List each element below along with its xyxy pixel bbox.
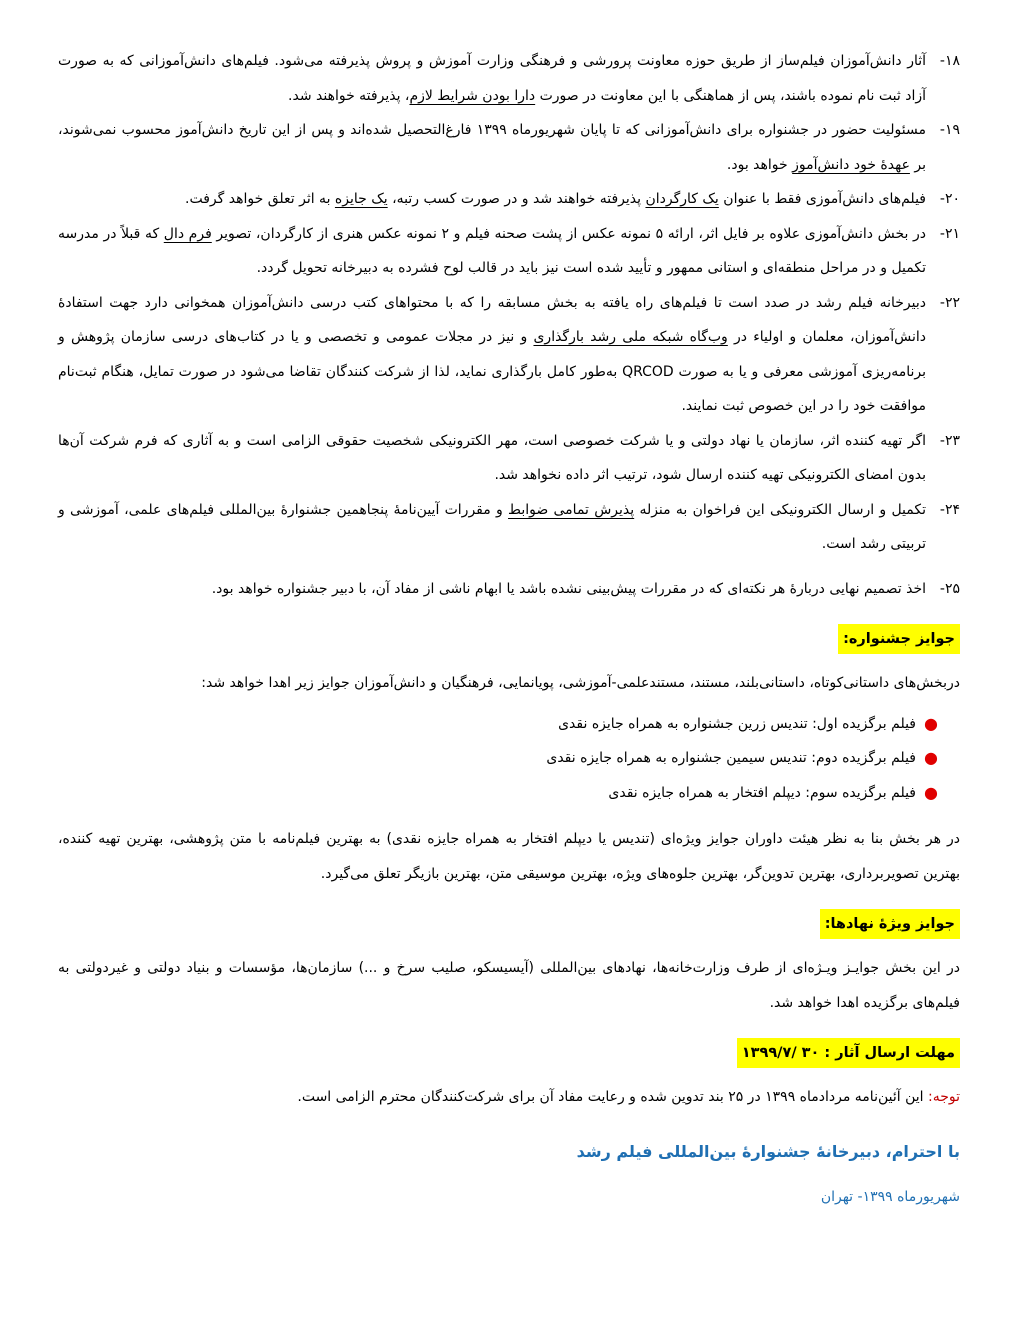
rule-text (58, 122, 926, 173)
institutional-section (58, 909, 960, 939)
text-run: فیلم‌های دانش‌آموزی فقط با عنوان (718, 191, 926, 207)
rule-text (58, 502, 926, 553)
text-run: و مقررات آیین‌نامهٔ پنجاهمین جشنوارهٔ بین‌المللی فیلم‌های علمی، آموزشی و تربیتی رشد است. (58, 501, 926, 552)
underlined-phrase: یک جایزه (334, 191, 388, 207)
text-run: و نیز در مجلات عمومی و تخصصی و یا در کتاب‌های درسی سازمان پژوهش و برنامه‌ریزی آموزشی معرفی و یا به صورت QRCOD به‌طور کامل بارگذاری نماید، لذا از شرکت کنندگان تقاضا می‌شود در صورت تمایل، هنگام ثبت‌نام موافقت خود را در این خصوص ثبت نمایند. (58, 329, 926, 414)
note-text: این آئین‌نامه مردادماه ۱۳۹۹ در ۲۵ بند تدوین شده و رعایت مفاد آن برای شرکت‌کنندگان محترم الزامی است. (297, 1089, 928, 1105)
rule-text (58, 295, 926, 415)
dateline: شهریورماه ۱۳۹۹- تهران (820, 1188, 960, 1205)
rule-item (58, 44, 960, 113)
text-run: مسئولیت حضور در جشنواره برای دانش‌آموزانی که تا پایان شهریورماه ۱۳۹۹ فارغ‌التحصیل شده‌اند و پس از این تاریخ دانش‌آموز محسوب نمی‌شوند، بر (58, 122, 926, 173)
rule-number: ۲۵- (939, 580, 960, 597)
awards-heading: جوایز جشنواره: (838, 624, 960, 654)
rule-number: ۲۲- (939, 294, 960, 311)
text-run: به اثر تعلق خواهد گرفت. (185, 191, 335, 207)
bullet-icon: ● (924, 748, 938, 767)
rule-text (185, 191, 926, 207)
text-run: تکمیل و ارسال الکترونیکی این فراخوان به منزله (634, 501, 926, 518)
list-item: ● فیلم برگزیده دوم: تندیس سیمین جشنواره به همراه جایزه نقدی (58, 741, 938, 776)
rule-text (212, 581, 926, 597)
rule-item (58, 424, 960, 493)
note-paragraph (58, 1080, 960, 1115)
rule-text (58, 53, 926, 104)
signoff: با احترام، دبیرخانهٔ جشنوارهٔ بین‌المللی فیلم رشد (576, 1141, 960, 1161)
underlined-phrase: فرم دال (163, 225, 212, 242)
text-run: آثار دانش‌آموزان فیلم‌ساز از طریق حوزه معاونت پرورشی و فرهنگی وزارت آموزش و پروش پذیرفته می‌شود. فیلم‌های دانش‌آموزانی که به صورت آزاد ثبت نام نموده باشند، پس از هماهنگی با این معاونت در صورت (58, 53, 926, 104)
text-run: اگر تهیه کننده اثر، سازمان یا نهاد دولتی و یا شرکت خصوصی است، مهر الکترونیکی شخصیت حقوقی الزامی است و به آثاری که فرم شرکت آن‌ها بدون امضای الکترونیکی تهیه کننده ارسال شود، ترتیب اثر داده نخواهد شد. (58, 432, 926, 483)
rule-item (58, 493, 960, 562)
underlined-phrase: یک کارگردان (645, 191, 719, 207)
text-run: در بخش دانش‌آموزی علاوه بر فایل اثر، ارائه ۵ نمونه عکس از پشت صحنه فیلم و ۲ نمونه عکس هنری از کارگردان، تصویر (211, 225, 926, 242)
underlined-phrase: پذیرش تمامی ضوابط (508, 501, 635, 518)
rule-item (58, 182, 960, 217)
rules-list (58, 44, 960, 606)
institutional-text: در این بخش جوایـز ویـژه‌ای از طرف وزارت‌خانه‌ها، نهادهای بین‌المللی (آیسیسکو، صلیب سرخ و ...) سازمان‌ها، مؤسسات و بنیاد دولتی و غیردولتی به فیلم‌های برگزیده اهدا خواهد شد. (58, 960, 960, 1011)
rule-item (58, 572, 960, 607)
document-page (58, 44, 960, 1211)
rule-text (58, 226, 926, 277)
text-run: دبیرخانه فیلم رشد در صدد است تا فیلم‌های راه یافته به بخش مسابقه را که با محتواهای کتب درسی دانش‌آموزان همخوانی دارد جهت استفادهٔ دانش‌آموزان، معلمان و اولیاء در (58, 294, 926, 345)
rule-item (58, 113, 960, 182)
rule-number: ۲۳- (939, 432, 960, 449)
rule-number: ۱۹- (939, 122, 960, 138)
list-item: ● فیلم برگزیده سوم: دیپلم افتخار به همراه جایزه نقدی (58, 776, 938, 811)
rule-item (58, 286, 960, 424)
prize-list (58, 707, 960, 811)
underlined-phrase: دارا بودن شرایط لازم (409, 87, 536, 104)
rule-number: ۲۴- (939, 501, 960, 518)
list-item: ● فیلم برگزیده اول: تندیس زرین جشنواره به همراه جایزه نقدی (58, 707, 938, 742)
awards-intro: دربخش‌های داستانی‌کوتاه، داستانی‌بلند، مستند، مستندعلمی-آموزشی، پویانمایی، فرهنگیان و دانش‌آموزان جوایز زیر اهدا خواهد شد: (201, 675, 960, 691)
text-run: خواهد بود. (726, 156, 793, 173)
underlined-phrase: وب‌گاه شبکه ملی رشد بارگذاری (533, 329, 728, 345)
underlined-phrase: عهدهٔ خود دانش‌آموز (792, 156, 910, 173)
deadline-section (58, 1038, 960, 1068)
rule-number: ۱۸- (939, 53, 960, 69)
rule-number: ۲۱- (939, 225, 960, 242)
text-run: اخذ تصمیم نهایی دربارهٔ هر نکته‌ای که در مقررات پیش‌بینی نشده باشد یا ابهام ناشی از مفاد آن، با دبیر جشنواره خواهد بود. (211, 580, 926, 597)
institutional-heading: جوایز ویژهٔ نهادها: (820, 909, 960, 939)
rule-item (58, 217, 960, 286)
bullet-icon: ● (924, 713, 938, 733)
text-run: ، پذیرفته خواهند شد. (288, 87, 410, 104)
text-run: که قبلاً در مدرسه تکمیل و در مراحل منطقه‌ای و استانی ممهور و تأیید شده است نیز باید در قالب لوح فشرده به دبیرخانه تحویل گردد. (58, 225, 926, 276)
awards-section (58, 624, 960, 654)
deadline-label: مهلت ارسال آثار : ۳۰ /۱۳۹۹/۷ (737, 1038, 960, 1068)
bullet-icon: ● (924, 782, 938, 802)
rule-text (58, 433, 926, 484)
special-jury-awards: در هر بخش بنا به نظر هیئت داوران جوایز ویژه‌ای (تندیس یا دیپلم افتخار به همراه جایزه نقدی) به بهترین فیلم‌نامه با متن پژوهشی، بهترین تهیه کننده، بهترین تصویربرداری، بهترین تدوین‌گر، بهترین جلوه‌های ویژه، بهترین موسیقی متن، بهترین بازیگر تعلق می‌گیرد. (58, 831, 960, 882)
note-label: توجه: (927, 1089, 960, 1105)
rule-number: ۲۰- (939, 191, 960, 207)
text-run: پذیرفته خواهند شد و در صورت کسب رتبه، (387, 191, 646, 207)
